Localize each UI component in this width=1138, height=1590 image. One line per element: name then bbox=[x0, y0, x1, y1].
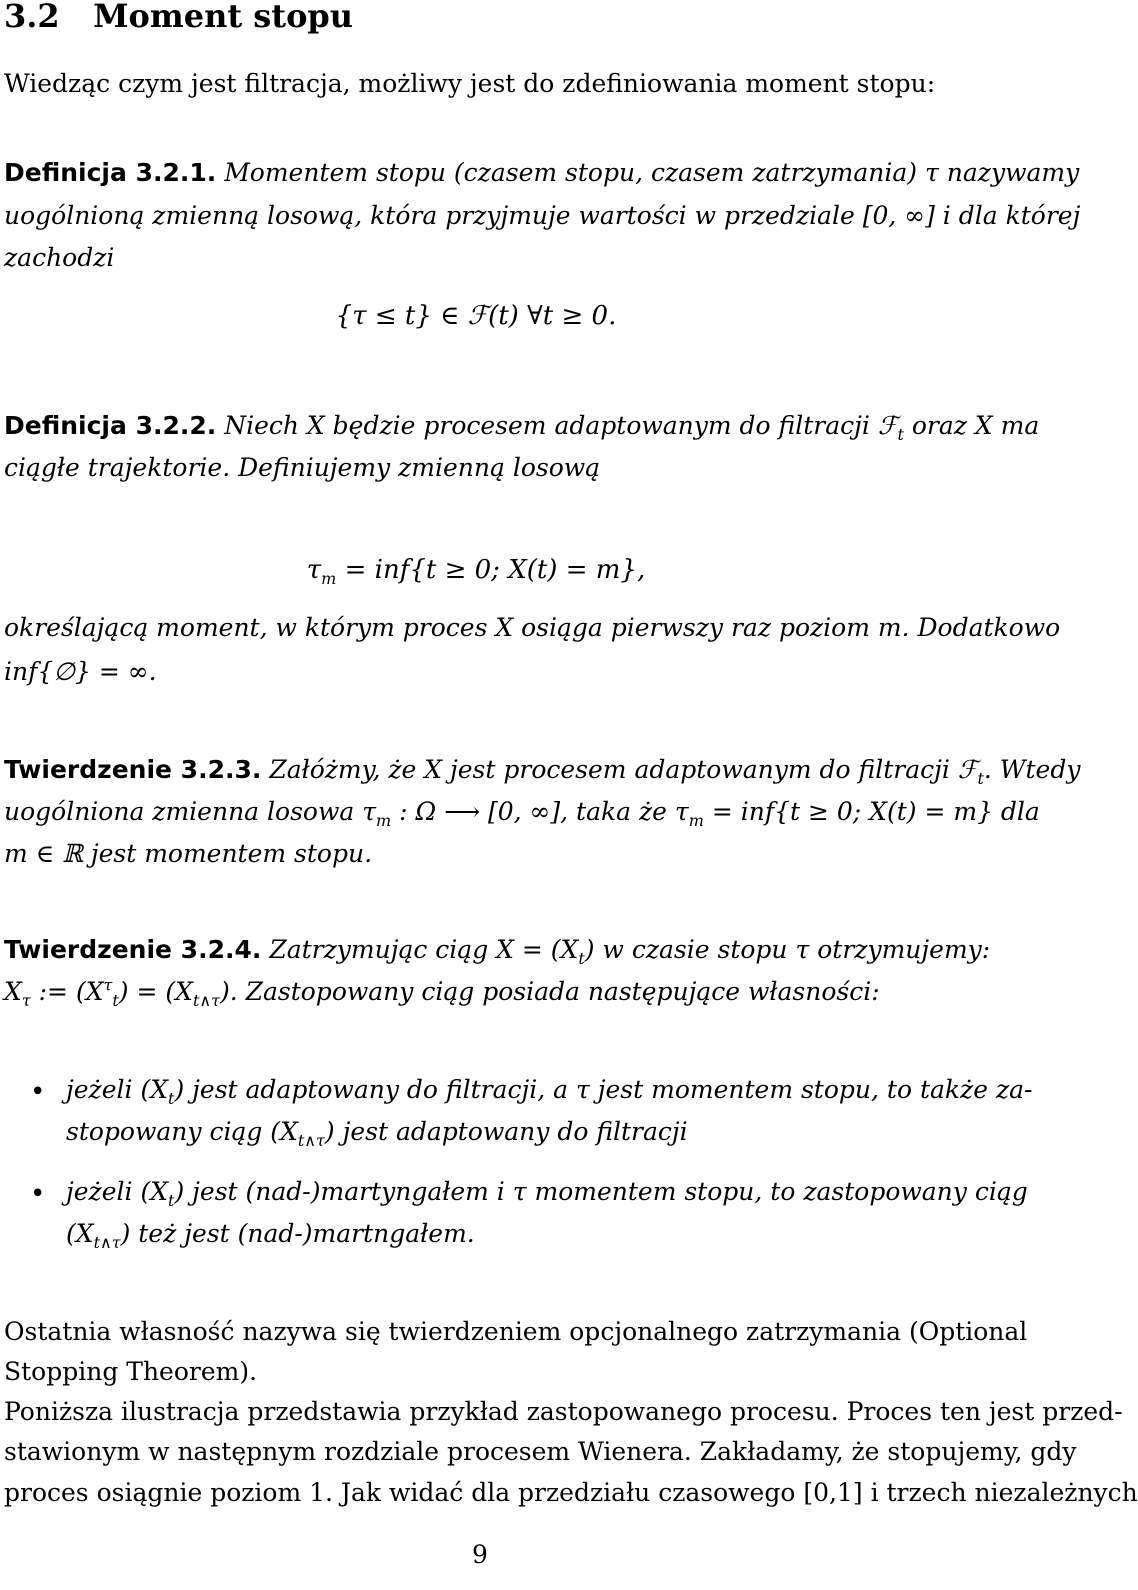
para2-line1: Poniższa ilustracja przedstawia przykład zastopowanego procesu. Proces ten jest przed- bbox=[4, 1397, 1123, 1426]
thm4-text-2c: ) = (X bbox=[118, 977, 193, 1006]
thm4-line1 bbox=[4, 934, 991, 968]
para2-line2: stawionym w następnym rozdziale procesem Wienera. Zakładamy, że stopujemy, gdy bbox=[4, 1437, 1077, 1466]
def1-line3: zachodzi bbox=[4, 243, 115, 272]
thm3-sub-m1: m bbox=[376, 811, 392, 830]
page-number: 9 bbox=[472, 1540, 488, 1569]
section-number: 3.2 bbox=[4, 0, 60, 35]
thm3-text-2a: uogólniona zmienna losowa τ bbox=[4, 797, 377, 826]
thm4-sub-t: t bbox=[578, 949, 585, 968]
bullet-2-text-1b: ) jest (nad-)martyngałem i τ momentem stopu, to zastopowany ciąg bbox=[174, 1177, 1028, 1206]
bullet-2-line1 bbox=[66, 1176, 1028, 1210]
bullet-1-text-1b: ) jest adaptowany do filtracji, a τ jest momentem stopu, to także za- bbox=[174, 1075, 1033, 1104]
para2-line3: proces osiągnie poziom 1. Jak widać dla przedziału czasowego [0,1] i trzech niezależnych bbox=[4, 1478, 1138, 1507]
def2-text-1: Niech X będzie procesem adaptowanym do filtracji ℱ bbox=[224, 411, 898, 440]
thm4-text-1b: ) w czasie stopu τ otrzymujemy: bbox=[584, 935, 991, 964]
thm4-sub-ttau: t∧τ bbox=[192, 991, 220, 1010]
thm4-text-2e: Zastopowany ciąg posiada następujące własności: bbox=[245, 977, 880, 1006]
para1-line1: Ostatnia własność nazywa się twierdzeniem opcjonalnego zatrzymania (Optional bbox=[4, 1317, 1028, 1346]
def2-formula-rhs: = inf{t ≥ 0; X(t) = m}, bbox=[344, 555, 646, 585]
def2-text-1-tail: oraz X ma bbox=[911, 411, 1040, 440]
thm3-line2 bbox=[4, 796, 1040, 830]
thm3-line3: m ∈ ℝ jest momentem stopu. bbox=[4, 839, 373, 868]
para1-line2: Stopping Theorem). bbox=[4, 1357, 258, 1386]
thm4-sub-tau: τ bbox=[21, 991, 31, 1010]
def2-line4: inf{∅} = ∞. bbox=[4, 657, 157, 686]
bullet-2-sub-t: t bbox=[168, 1191, 175, 1210]
def2-sub-t: t bbox=[897, 425, 904, 444]
thm3-text-2c: = inf{t ≥ 0; X(t) = m} dla bbox=[711, 797, 1040, 826]
bullet-1-sub-ttau: t∧τ bbox=[297, 1131, 325, 1150]
bullet-1-marker: • bbox=[30, 1077, 46, 1107]
section-heading bbox=[4, 0, 948, 35]
bullet-2-text-2a: (X bbox=[66, 1219, 94, 1248]
thm4-line2 bbox=[4, 976, 948, 1008]
bullet-2-marker: • bbox=[30, 1179, 46, 1209]
def1-label: Definicja 3.2.1. bbox=[4, 158, 217, 187]
thm3-sub-m2: m bbox=[688, 811, 704, 830]
thm4-text-1a: Zatrzymując ciąg X = (X bbox=[269, 935, 579, 964]
bullet-1-sub-t: t bbox=[168, 1089, 175, 1108]
def2-formula-sub: m bbox=[321, 569, 337, 589]
bullet-2-sub-ttau: t∧τ bbox=[93, 1233, 121, 1252]
def1-text-1: Momentem stopu (czasem stopu, czasem zatrzymania) τ nazywamy bbox=[224, 158, 1080, 187]
def2-formula-lhs: τ bbox=[306, 555, 322, 585]
thm4-text-2a: X bbox=[4, 977, 22, 1006]
bullet-2-line2 bbox=[66, 1218, 948, 1250]
thm3-line1 bbox=[4, 754, 1081, 788]
def1-line1 bbox=[4, 157, 1080, 189]
def1-line2: uogólnioną zmienną losową, która przyjmuje wartości w przedziale [0, ∞] i dla której bbox=[4, 201, 1081, 230]
thm3-text-2b: : Ω ⟶ [0, ∞], taka że τ bbox=[399, 797, 689, 826]
def2-text-2a: ciągłe trajektorie. bbox=[4, 453, 231, 482]
thm3-label: Twierdzenie 3.2.3. bbox=[4, 755, 262, 784]
thm4-sup-tau: τ bbox=[103, 975, 113, 995]
def2-line2 bbox=[4, 452, 948, 484]
bullet-2-text-1a: jeżeli (X bbox=[66, 1177, 169, 1206]
bullet-1-line2 bbox=[66, 1116, 948, 1148]
bullet-1-text-2b: ) jest adaptowany do filtracji bbox=[324, 1117, 688, 1146]
bullet-1-line1 bbox=[66, 1074, 1033, 1108]
def2-line3: określającą moment, w którym proces X osiąga pierwszy raz poziom m. Dodatkowo bbox=[4, 613, 1061, 642]
def1-formula: {τ ≤ t} ∈ ℱ(t) ∀t ≥ 0. bbox=[335, 301, 617, 331]
def2-label: Definicja 3.2.2. bbox=[4, 411, 217, 440]
thm3-sub-t: t bbox=[977, 769, 984, 788]
thm4-sub-t2: t bbox=[112, 991, 119, 1010]
thm4-text-2d: ). bbox=[219, 977, 238, 1006]
def2-text-2b: Definiujemy zmienną losową bbox=[238, 453, 601, 482]
thm3-text-1: Załóżmy, że X jest procesem adaptowanym do filtracji ℱ bbox=[269, 755, 978, 784]
bullet-2-text-2b: ) też jest (nad-)martngałem. bbox=[120, 1219, 475, 1248]
def2-formula bbox=[4, 554, 948, 589]
thm4-text-2b: := (X bbox=[38, 977, 104, 1006]
intro-text: Wiedząc czym jest filtracja, możliwy jest do zdefiniowania moment stopu: bbox=[4, 69, 936, 98]
thm4-label: Twierdzenie 3.2.4. bbox=[4, 935, 262, 964]
bullet-1-text-2a: stopowany ciąg (X bbox=[66, 1117, 298, 1146]
bullet-1-text-1a: jeżeli (X bbox=[66, 1075, 169, 1104]
thm3-text-1-tail: . Wtedy bbox=[983, 755, 1081, 784]
section-title: Moment stopu bbox=[93, 0, 354, 35]
def2-line1 bbox=[4, 410, 1040, 444]
